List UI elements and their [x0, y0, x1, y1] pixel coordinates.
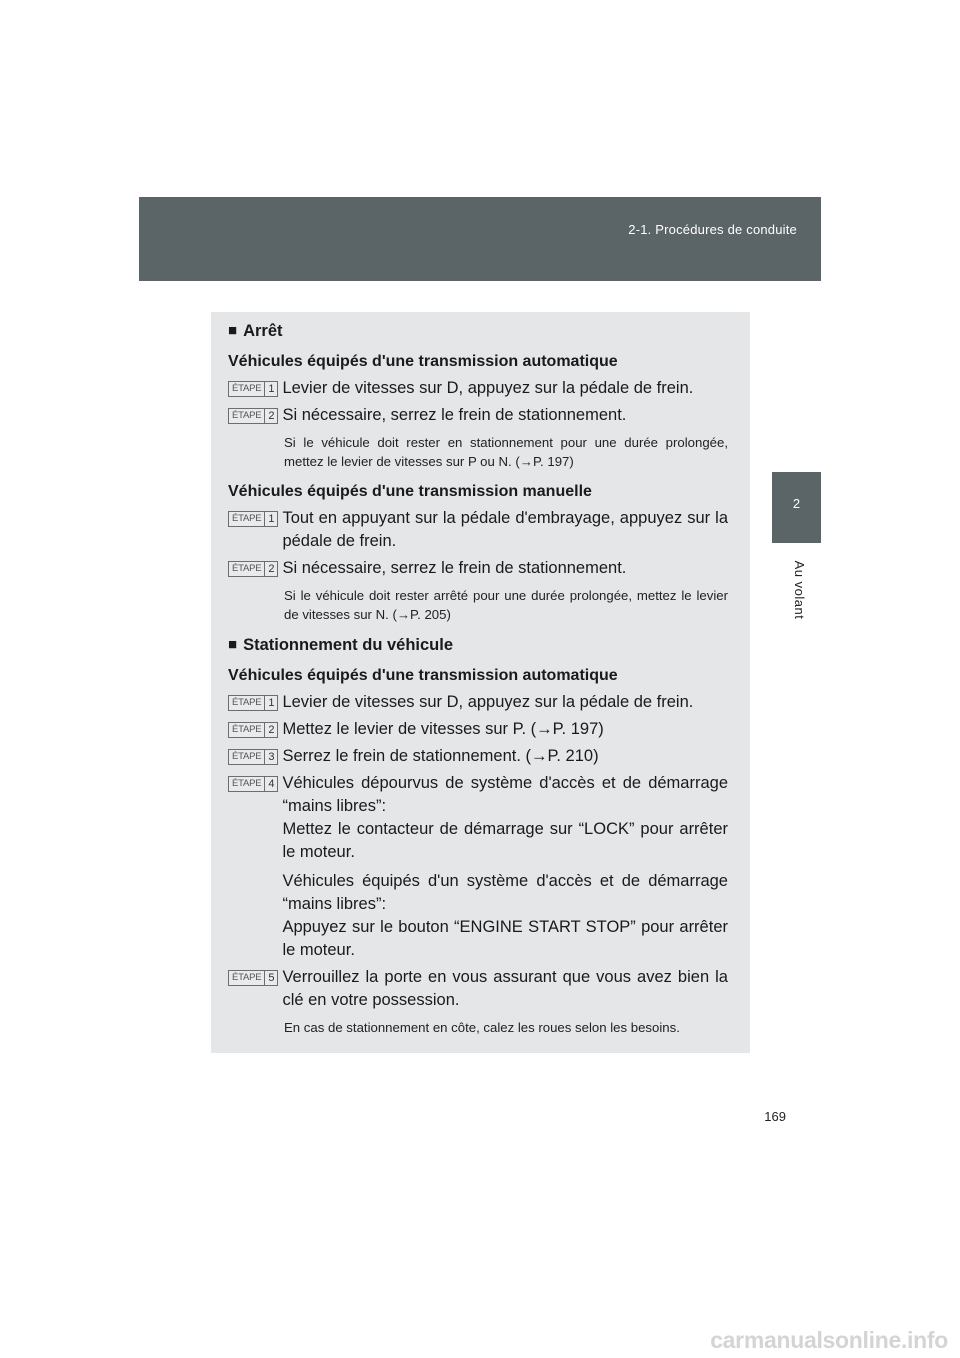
step-badge: ÉTAPE 2: [228, 561, 278, 577]
watermark: carmanualsonline.info: [710, 1327, 948, 1353]
step-item: [228, 745, 728, 768]
step-paragraph: Mettez le contacteur de démarrage sur “LOCK” pour arrêter le moteur.: [282, 820, 728, 861]
section-header: 2-1. Procédures de conduite: [628, 222, 797, 237]
step-badge: ÉTAPE 2: [228, 408, 278, 424]
square-bullet-icon: ■: [228, 322, 238, 339]
note-text: Si le véhicule doit rester arrêté pour une durée prolongée, mettez le levier de vitesses sur N. (→P. 205): [284, 588, 728, 622]
step-text: [282, 772, 728, 962]
section-title-text: Stationnement du véhicule: [243, 636, 454, 654]
content-box: [211, 312, 750, 1053]
step-badge: ÉTAPE 2: [228, 722, 278, 738]
header-bar: [139, 197, 821, 281]
step-item: [228, 772, 728, 962]
step-item: [228, 557, 728, 580]
note-text: En cas de stationnement en côte, calez les roues selon les besoins.: [284, 1020, 680, 1035]
step-item: [228, 691, 728, 714]
step-text: Levier de vitesses sur D, appuyez sur la pédale de frein.: [282, 693, 694, 711]
square-bullet-icon: ■: [228, 636, 238, 653]
step-text: Verrouillez la porte en vous assurant que vous avez bien la clé en votre possession.: [282, 968, 728, 1009]
note-text: Si le véhicule doit rester en stationnement pour une durée prolongée, mettez le levier de vitesses sur P ou N. (→P. 197): [284, 435, 728, 469]
chapter-number: 2: [792, 496, 801, 511]
chapter-tab: [772, 472, 821, 543]
step-badge: ÉTAPE 3: [228, 749, 278, 765]
section-title-text: Arrêt: [243, 322, 283, 340]
subtitle-auto: Véhicules équipés d'une transmission automatique: [228, 667, 618, 684]
step-text: Serrez le frein de stationnement. (→P. 210): [282, 747, 599, 765]
page-number: 169: [764, 1109, 786, 1124]
step-item: [228, 718, 728, 741]
step-badge: ÉTAPE 5: [228, 970, 278, 986]
step-item: [228, 966, 728, 1012]
step-badge: ÉTAPE 1: [228, 695, 278, 711]
section-title-stationnement: [228, 634, 728, 656]
step-paragraph: Véhicules équipés d'un système d'accès et de démarrage “mains libres”:: [282, 872, 728, 913]
step-item: [228, 507, 728, 553]
step-item: [228, 377, 728, 400]
step-text: Tout en appuyant sur la pédale d'embrayage, appuyez sur la pédale de frein.: [282, 509, 728, 550]
step-paragraph: Véhicules dépourvus de système d'accès et de démarrage “mains libres”:: [282, 774, 728, 815]
subtitle-manual: Véhicules équipés d'une transmission manuelle: [228, 483, 592, 500]
subtitle-auto: Véhicules équipés d'une transmission automatique: [228, 353, 618, 370]
step-text: Mettez le levier de vitesses sur P. (→P. 197): [282, 720, 604, 738]
section-title-arret: [228, 320, 728, 342]
step-badge: ÉTAPE 4: [228, 776, 278, 792]
step-item: [228, 404, 728, 427]
step-paragraph: Appuyez sur le bouton “ENGINE START STOP” pour arrêter le moteur.: [282, 918, 728, 959]
step-text: Si nécessaire, serrez le frein de stationnement.: [282, 406, 627, 424]
step-badge: ÉTAPE 1: [228, 381, 278, 397]
step-text: Levier de vitesses sur D, appuyez sur la pédale de frein.: [282, 379, 694, 397]
step-text: Si nécessaire, serrez le frein de stationnement.: [282, 559, 627, 577]
chapter-label: Au volant: [792, 560, 807, 620]
step-badge: ÉTAPE 1: [228, 511, 278, 527]
